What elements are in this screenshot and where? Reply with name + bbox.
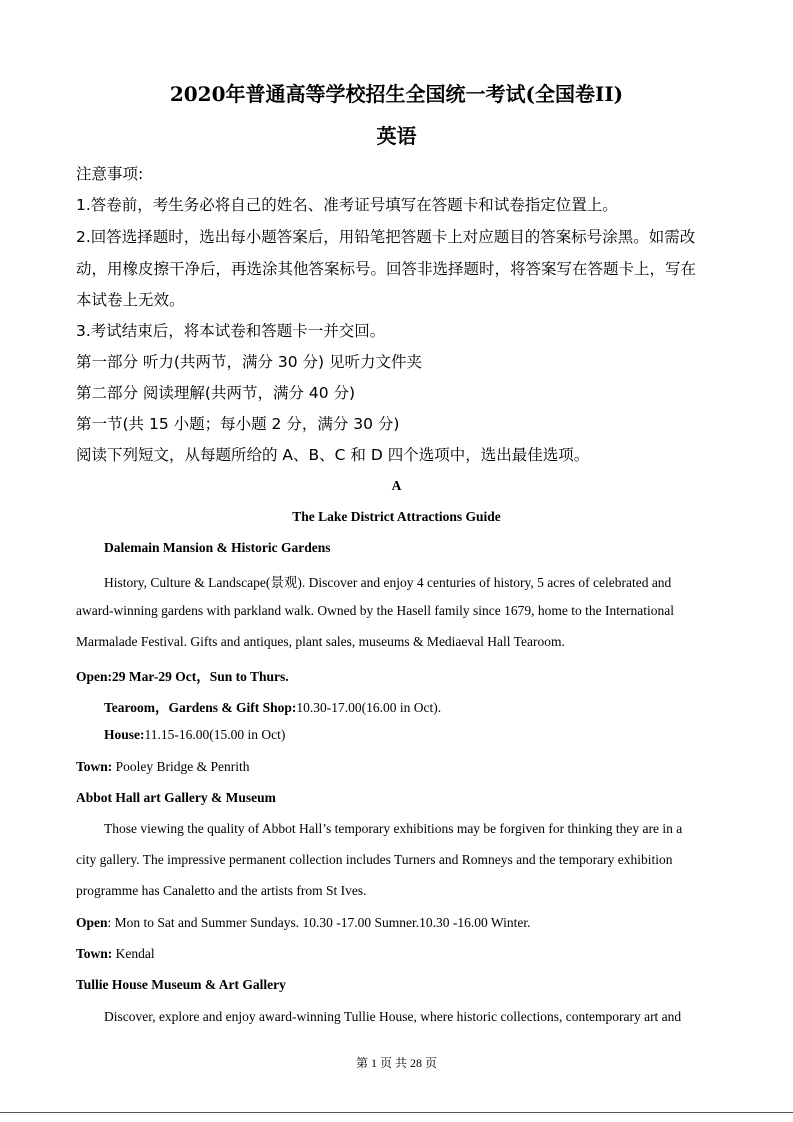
dalemain-desc-line-2: award-winning gardens with parkland walk. Owned by the Hasell family since 1679, home to the International — [76, 603, 674, 618]
town-label: Town: — [76, 946, 113, 961]
section-1-heading: 第一节(共 15 小题；每小题 2 分，满分 30 分) — [76, 415, 400, 433]
tearoom-label: Tearoom，Gardens & Gift Shop: — [104, 700, 297, 715]
abbot-desc-line-1: Those viewing the quality of Abbot Hall’s temporary exhibitions may be forgiven for thinking they are in a — [104, 821, 683, 836]
house-label: House: — [104, 727, 145, 742]
subject-title: 英语 — [376, 124, 417, 148]
page-number: 第 1 页 共 28 页 — [355, 1056, 437, 1070]
dalemain-desc-line-3: Marmalade Festival. Gifts and antiques, plant sales, museums & Mediaeval Hall Tearoom. — [76, 634, 565, 649]
dalemain-house-hours — [104, 727, 285, 743]
part-2-heading: 第二部分 阅读理解(共两节，满分 40 分) — [76, 384, 356, 402]
dalemain-desc-line-1: History, Culture & Landscape(景观). Discover and enjoy 4 centuries of history, 5 acres of celebrated and — [104, 575, 672, 590]
town-value: Pooley Bridge & Penrith — [112, 759, 250, 774]
tullie-desc-line-1: Discover, explore and enjoy award-winning Tullie House, where historic collections, contemporary art and — [104, 1009, 682, 1024]
notice-line-2b: 动，用橡皮擦干净后，再选涂其他答案标号。回答非选择题时，将答案写在答题卡上，写在 — [76, 260, 697, 278]
dalemain-heading: Dalemain Mansion & Historic Gardens — [104, 540, 331, 555]
dalemain-open: Open:29 Mar-29 Oct，Sun to Thurs. — [76, 669, 289, 684]
passage-title: The Lake District Attractions Guide — [292, 509, 501, 524]
abbot-town — [76, 946, 155, 962]
tearoom-hours: 10.30-17.00(16.00 in Oct). — [296, 700, 442, 715]
part-1-heading: 第一部分 听力(共两节，满分 30 分) 见听力文件夹 — [76, 353, 423, 371]
notice-line-1: 1.答卷前，考生务必将自己的姓名、准考证号填写在答题卡和试卷指定位置上。 — [76, 196, 618, 214]
abbot-desc-line-3: programme has Canaletto and the artists from St Ives. — [76, 883, 367, 898]
bottom-divider — [0, 1112, 793, 1113]
notice-line-2c: 本试卷上无效。 — [76, 291, 185, 309]
exam-title: 2020年普通高等学校招生全国统一考试(全国卷II) — [169, 82, 624, 106]
notice-line-3: 3.考试结束后，将本试卷和答题卡一并交回。 — [76, 322, 386, 340]
notice-heading: 注意事项: — [76, 165, 144, 183]
town-value: Kendal — [112, 946, 155, 961]
dalemain-tearoom-hours — [104, 696, 441, 716]
reading-instruction: 阅读下列短文，从每题所给的 A、B、C 和 D 四个选项中，选出最佳选项。 — [76, 446, 590, 464]
open-hours: : Mon to Sat and Summer Sundays. 10.30 -17.00 Sumner.10.30 -16.00 Winter. — [107, 915, 531, 930]
abbot-heading: Abbot Hall art Gallery & Museum — [76, 790, 276, 805]
abbot-open — [76, 915, 530, 931]
open-label: Open — [76, 915, 108, 930]
tullie-heading: Tullie House Museum & Art Gallery — [76, 977, 286, 992]
town-label: Town: — [76, 759, 113, 774]
abbot-desc-line-2: city gallery. The impressive permanent collection includes Turners and Romneys and the temporary exhibition — [76, 852, 673, 867]
notice-line-2a: 2.回答选择题时，选出每小题答案后，用铅笔把答题卡上对应题目的答案标号涂黑。如需改 — [76, 228, 696, 246]
passage-label: A — [391, 478, 402, 493]
dalemain-town — [76, 759, 250, 775]
house-hours: 11.15-16.00(15.00 in Oct) — [144, 727, 286, 742]
